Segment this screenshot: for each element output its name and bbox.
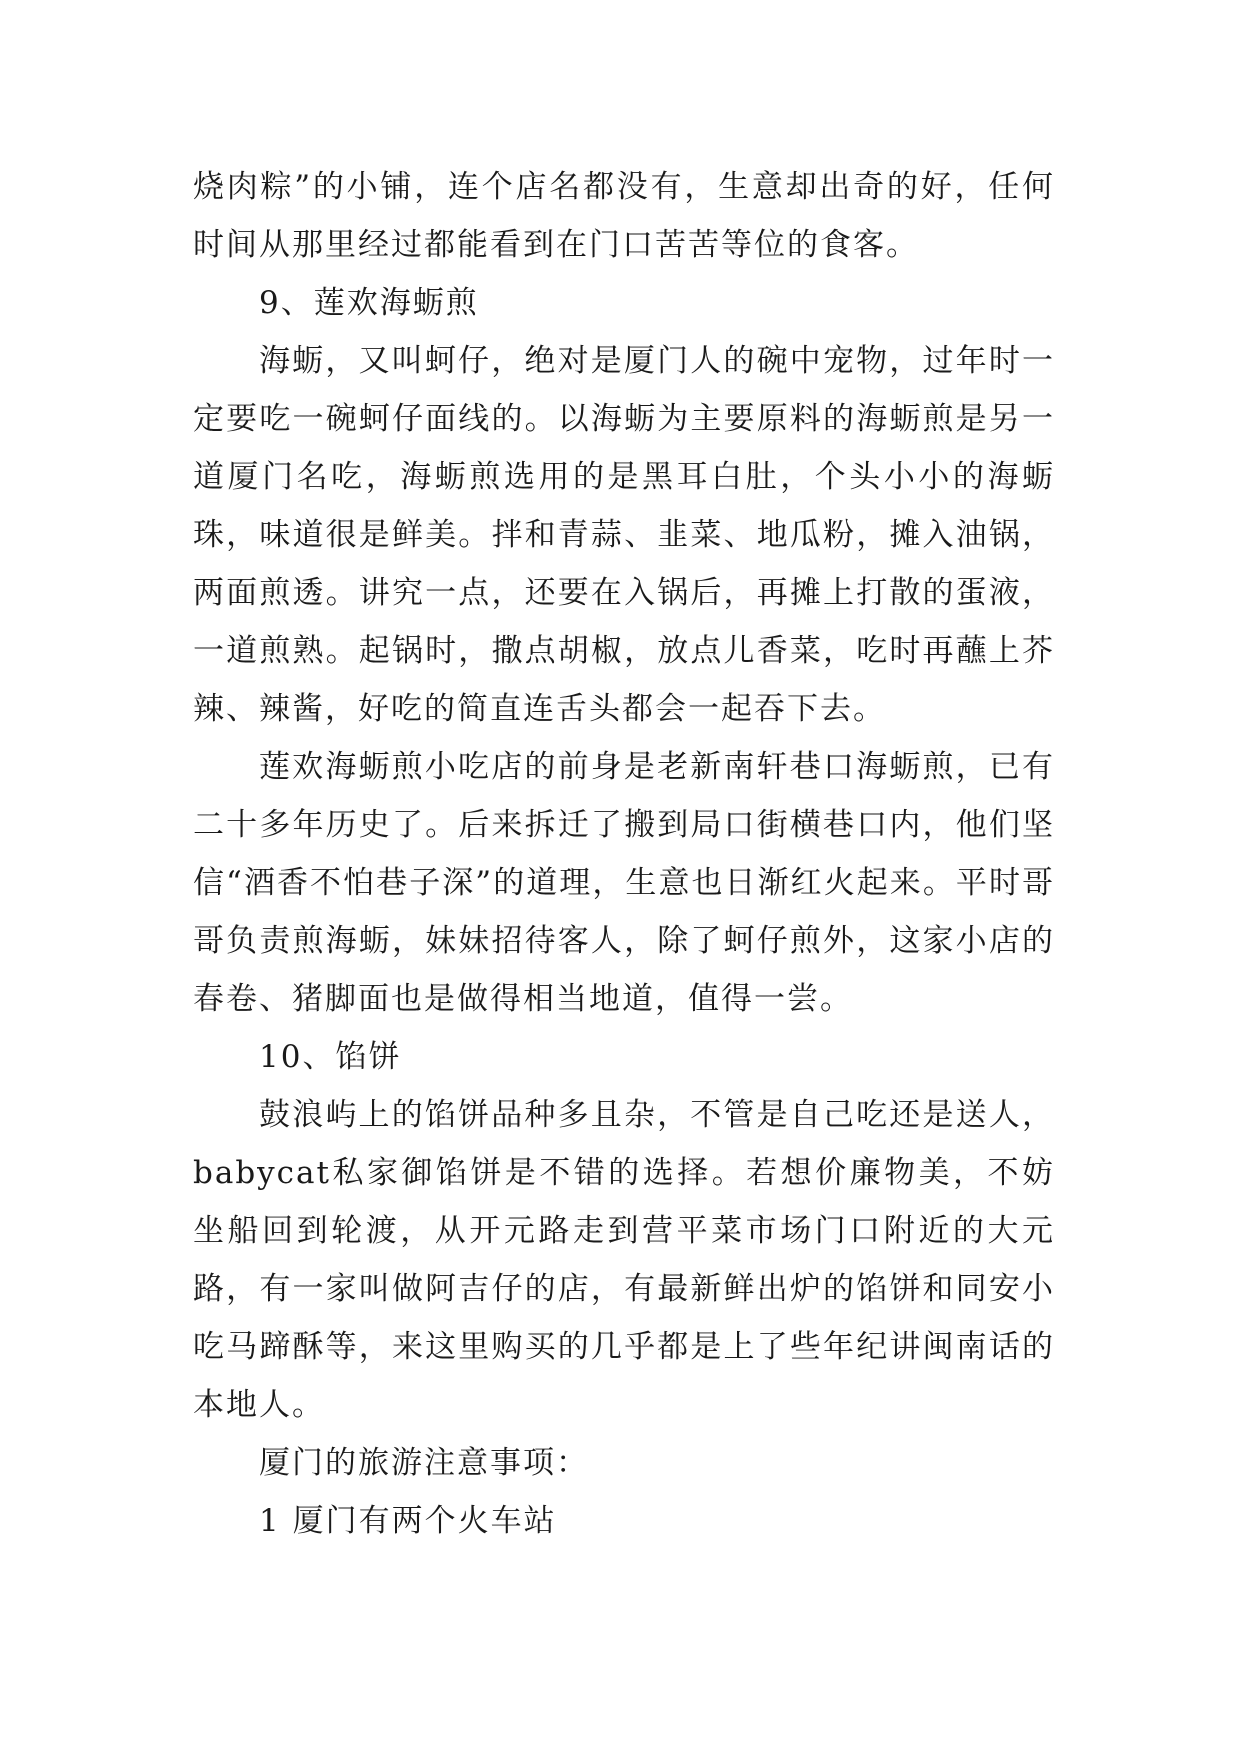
document-body [193,158,1055,1550]
section-heading-travel-notes: 厦门的旅游注意事项： [259,1445,589,1481]
travel-note-item-1: 1 厦门有两个火车站 [259,1503,557,1539]
paragraph-pastry-description: 鼓浪屿上的馅饼品种多且杂，不管是自己吃还是送人，babycat私家御馅饼是不错的选择。若想价廉物美，不妨坐船回到轮渡，从开元路走到营平菜市场门口附近的大元路，有一家叫做阿吉仔的店，有最新鲜出炉的馅饼和同安小吃马蹄酥等，来这里购买的几乎都是上了些年纪讲闽南话的本地人。 [193,1097,1055,1423]
paragraph-continuation: 烧肉粽”的小铺，连个店名都没有，生意却出奇的好，任何时间从那里经过都能看到在门口苦苦等位的食客。 [193,169,1055,263]
section-heading-pastry: 10、馅饼 [259,1039,402,1075]
paragraph-oyster-omelette-description: 海蛎，又叫蚵仔，绝对是厦门人的碗中宠物，过年时一定要吃一碗蚵仔面线的。以海蛎为主要原料的海蛎煎是另一道厦门名吃，海蛎煎选用的是黑耳白肚，个头小小的海蛎珠，味道很是鲜美。拌和青蒜、韭菜、地瓜粉，摊入油锅，两面煎透。讲究一点，还要在入锅后，再摊上打散的蛋液，一道煎熟。起锅时，撒点胡椒，放点儿香菜，吃时再蘸上芥辣、辣酱，好吃的简直连舌头都会一起吞下去。 [193,343,1055,727]
paragraph-lianhuan-shop-history: 莲欢海蛎煎小吃店的前身是老新南轩巷口海蛎煎，已有二十多年历史了。后来拆迁了搬到局口街横巷口内，他们坚信“酒香不怕巷子深”的道理，生意也日渐红火起来。平时哥哥负责煎海蛎，妹妹招待客人，除了蚵仔煎外，这家小店的春卷、猪脚面也是做得相当地道，值得一尝。 [193,749,1055,1017]
section-heading-lianhuan-oyster-omelette: 9、莲欢海蛎煎 [259,285,479,321]
